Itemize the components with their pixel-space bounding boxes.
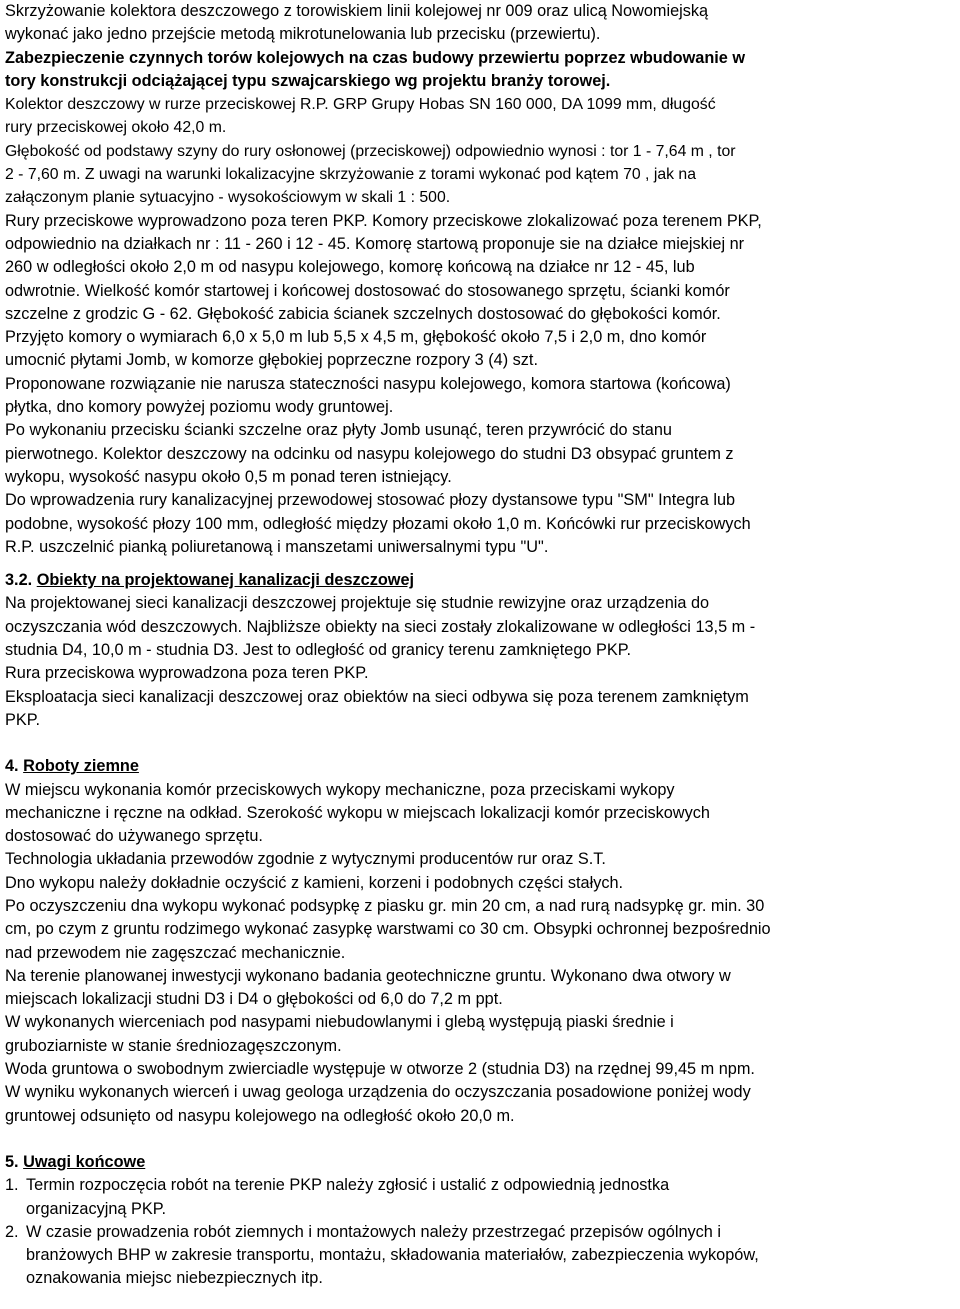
section-line: dostosować do używanego sprzętu. — [5, 827, 263, 846]
list-item — [5, 1174, 956, 1221]
list-item-number: 1. — [5, 1176, 19, 1195]
section-line: Na terenie planowanej inwestycji wykonano badania geotechniczne gruntu. Wykonano dwa otwory w — [5, 966, 731, 985]
section-line: Eksploatacja sieci kanalizacji deszczowej oraz obiektów na sieci odbywa się poza terenem zamkniętym — [5, 687, 749, 706]
section-number: 4. — [5, 757, 19, 776]
list-item-number: 2. — [5, 1222, 19, 1241]
intro-line: Do wprowadzenia rury kanalizacyjnej przewodowej stosować płozy dystansowe typu "SM" Integra lub — [5, 491, 736, 510]
section-line: Woda gruntowa o swobodnym zwierciadle występuje w otworze 2 (studnia D3) na rzędnej 99,45 m npm. — [5, 1060, 755, 1079]
intro-line: szczelne z grodzic G - 62. Głębokość zabicia ścianek szczelnych dostosować do głębokości komór. — [5, 304, 721, 323]
section-number: 5. — [5, 1152, 19, 1171]
section-line: gruntowej odsunięto od nasypu kolejowego na odległość około 20,0 m. — [5, 1106, 515, 1125]
section-3-2-body — [5, 592, 956, 732]
section-line: miejscach lokalizacji studni D3 i D4 o głębokości od 6,0 do 7,2 m ppt. — [5, 990, 503, 1009]
section-line: W miejscu wykonania komór przeciskowych wykopy mechaniczne, poza przeciskami wykopy — [5, 780, 675, 799]
intro-line: wykopu, wysokość nasypu około 0,5 m ponad teren istniejący. — [5, 467, 452, 486]
intro-line: wykonać jako jedno przejście metodą mikrotunelowania lub przecisku (przewiertu). — [5, 25, 601, 44]
section-line: mechaniczne i ręczne na odkład. Szerokość wykopu w miejscach lokalizacji komór przeciskowych — [5, 803, 710, 822]
section-title: Uwagi końcowe — [23, 1152, 146, 1171]
section-title: Roboty ziemne — [23, 757, 139, 776]
section-5-heading — [5, 1151, 956, 1174]
intro-line: załączonym planie sytuacyjno - wysokościowym w skali 1 : 500. — [5, 189, 451, 207]
section-line: PKP. — [5, 710, 41, 729]
intro-section — [5, 0, 956, 559]
section-line: cm, po czym z gruntu rodzimego wykonać zasypkę warstwami co 30 cm. Obsypki ochronnej bezpośrednio — [5, 920, 771, 939]
section-line: Na projektowanej sieci kanalizacji deszczowej projektuje się studnie rewizyjne oraz urządzenia do — [5, 594, 710, 613]
intro-line: Po wykonaniu przecisku ścianki szczelne oraz płyty Jomb usunąć, teren przywrócić do stanu — [5, 421, 672, 440]
section-line: nad przewodem nie zagęszczać mechanicznie. — [5, 943, 346, 962]
intro-line: podobne, wysokość płozy 100 mm, odległość między płozami około 1,0 m. Końcówki rur przeciskowych — [5, 514, 751, 533]
section-number: 3.2. — [5, 571, 33, 590]
list-item — [5, 1221, 956, 1291]
section-3-2-heading — [5, 569, 956, 592]
list-item-line: branżowych BHP w zakresie transportu, montażu, składowania materiałów, zabezpieczenia wykopów, — [26, 1246, 759, 1265]
intro-line: R.P. uszczelnić pianką poliuretanową i manszetami uniwersalnymi typu "U". — [5, 537, 549, 556]
intro-line: tory konstrukcji odciążającej typu szwajcarskiego wg projektu branży torowej. — [5, 71, 611, 90]
list-item-line: organizacyjną PKP. — [26, 1199, 166, 1218]
section-line: gruboziarniste w stanie średniozagęszczonym. — [5, 1036, 342, 1055]
section-line: W wykonanych wierceniach pod nasypami niebudowlanymi i glebą występują piaski średnie i — [5, 1013, 674, 1032]
section-5 — [5, 1151, 956, 1291]
section-line: Po oczyszczeniu dna wykopu wykonać podsypkę z piasku gr. min 20 cm, a nad rurą nadsypkę gr. min. 30 — [5, 896, 765, 915]
list-item-line: Termin rozpoczęcia robót na terenie PKP należy zgłosić i ustalić z odpowiednią jednostka — [26, 1176, 670, 1195]
section-4 — [5, 755, 956, 1128]
list-item-line: W czasie prowadzenia robót ziemnych i montażowych należy przestrzegać przepisów ogólnych i — [26, 1222, 721, 1241]
section-line: Rura przeciskowa wyprowadzona poza teren PKP. — [5, 664, 369, 683]
section-line: Technologia układania przewodów zgodnie z wytycznymi producentów rur oraz S.T. — [5, 850, 606, 869]
intro-line: Głębokość od podstawy szyny do rury osłonowej (przeciskowej) odpowiednio wynosi : tor 1 - 7,64 m , tor — [5, 142, 736, 160]
intro-line: Kolektor deszczowy w rurze przeciskowej R.P. GRP Grupy Hobas SN 160 000, DA 1099 mm, długość — [5, 96, 716, 114]
intro-line: odpowiednio na działkach nr : 11 - 260 i 12 - 45. Komorę startową proponuje sie na działce miejskiej nr — [5, 234, 745, 253]
section-3-2 — [5, 569, 956, 732]
section-4-heading — [5, 755, 956, 778]
intro-line: Skrzyżowanie kolektora deszczowego z torowiskiem linii kolejowej nr 009 oraz ulicą Nowomiejską — [5, 2, 709, 20]
intro-line: rury przeciskowej około 42,0 m. — [5, 119, 227, 137]
section-5-body — [5, 1174, 956, 1290]
intro-line: 260 w odległości około 2,0 m od nasypu kolejowego, komorę końcową na działce nr 12 - 45, lub — [5, 258, 695, 277]
intro-line: umocnić płytami Jomb, w komorze głębokiej poprzeczne rozpory 3 (4) szt. — [5, 351, 538, 370]
intro-line: Przyjęto komory o wymiarach 6,0 x 5,0 m lub 5,5 x 4,5 m, głębokość około 7,5 i 2,0 m, dno komór — [5, 328, 707, 347]
intro-line: Rury przeciskowe wyprowadzono poza teren PKP. Komory przeciskowe zlokalizować poza terenem PKP, — [5, 211, 762, 230]
intro-line: odwrotnie. Wielkość komór startowej i końcowej dostosować do stosowanego sprzętu, ścianki komór — [5, 281, 730, 300]
intro-line: płytka, dno komory powyżej poziomu wody gruntowej. — [5, 398, 394, 417]
intro-line: Proponowane rozwiązanie nie narusza stateczności nasypu kolejowego, komora startowa (końcowa) — [5, 374, 731, 393]
intro-line: 2 - 7,60 m. Z uwagi na warunki lokalizacyjne skrzyżowanie z torami wykonać pod kątem 70 , jak na — [5, 166, 696, 184]
section-line: Dno wykopu należy dokładnie oczyścić z kamieni, korzeni i podobnych części stałych. — [5, 873, 624, 892]
intro-line: pierwotnego. Kolektor deszczowy na odcinku od nasypu kolejowego do studni D3 obsypać gruntem z — [5, 444, 734, 463]
section-line: W wyniku wykonanych wierceń i uwag geologa urządzenia do oczyszczania posadowione poniżej wody — [5, 1083, 751, 1102]
section-line: studnia D4, 10,0 m - studnia D3. Jest to odległość od granicy terenu zamkniętego PKP. — [5, 641, 631, 660]
list-item-line: oznakowania miejsc niebezpiecznych itp. — [26, 1269, 323, 1288]
section-title: Obiekty na projektowanej kanalizacji deszczowej — [36, 571, 415, 590]
intro-line: Zabezpieczenie czynnych torów kolejowych na czas budowy przewiertu poprzez wbudowanie w — [5, 48, 746, 67]
section-4-body — [5, 779, 956, 1128]
section-line: oczyszczania wód deszczowych. Najbliższe obiekty na sieci zostały zlokalizowane w odległości 13,5 m - — [5, 617, 756, 636]
